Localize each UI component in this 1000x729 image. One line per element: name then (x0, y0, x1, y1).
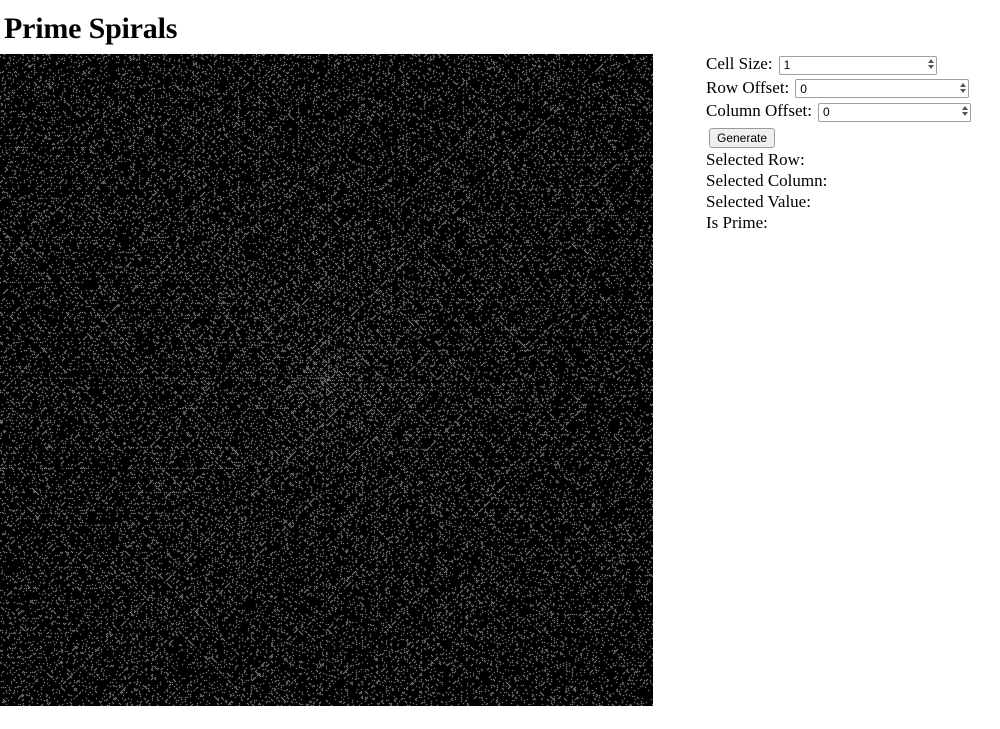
cell-size-row (706, 54, 996, 75)
column-offset-row (706, 101, 996, 122)
row-offset-label: Row Offset: (706, 77, 790, 97)
column-offset-label: Column Offset: (706, 101, 812, 121)
selected-row-readout (706, 150, 996, 170)
row-offset-row (706, 78, 996, 99)
selected-row-label: Selected Row: (706, 149, 805, 169)
generate-button[interactable]: Generate (709, 128, 775, 148)
column-offset-spinner[interactable] (818, 101, 971, 122)
cell-size-input[interactable] (779, 56, 937, 75)
prime-spiral-canvas[interactable] (0, 54, 653, 706)
is-prime-label: Is Prime: (706, 212, 768, 232)
cell-size-label: Cell Size: (706, 54, 773, 74)
column-offset-stepper-icon[interactable] (962, 106, 968, 116)
selected-column-readout (706, 171, 996, 191)
generate-row (706, 125, 996, 150)
row-offset-stepper-icon[interactable] (960, 83, 966, 93)
selected-column-label: Selected Column: (706, 170, 828, 190)
spiral-canvas-container (0, 54, 653, 706)
selected-value-readout (706, 192, 996, 212)
controls-panel (706, 54, 996, 234)
column-offset-input[interactable] (818, 103, 971, 122)
row-offset-spinner[interactable] (795, 78, 969, 99)
cell-size-spinner[interactable] (779, 54, 937, 75)
page-title: Prime Spirals (4, 12, 178, 45)
selected-value-label: Selected Value: (706, 191, 811, 211)
is-prime-readout (706, 213, 996, 233)
row-offset-input[interactable] (795, 79, 969, 98)
cell-size-stepper-icon[interactable] (928, 59, 934, 69)
